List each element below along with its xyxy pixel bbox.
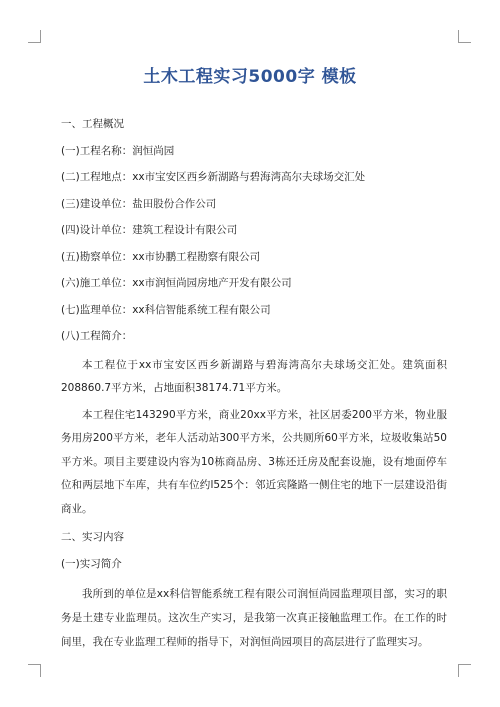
design-unit: (四)设计单位：建筑工程设计有限公司 [61,224,238,236]
project-intro-paragraph: 本工程位于xx市宝安区西乡新湖路与碧海湾高尔夫球场交汇处。建筑面积208860.7平方米，占地面积38174.71平方米。 [61,358,447,394]
construction-unit: (三)建设单位：盐田股份合作公司 [61,197,217,210]
crop-mark-top-right [458,30,471,43]
builder-unit: (六)施工单位：xx市润恒尚园房地产开发有限公司 [61,277,292,289]
project-name: (一)工程名称：润恒尚园 [61,144,175,157]
project-location: (二)工程地点：xx市宝安区西乡新湖路与碧海湾高尔夫球场交汇处 [61,171,366,183]
survey-unit: (五)勘察单位：xx市协鹏工程勘察有限公司 [61,250,261,263]
project-detail-paragraph: 本工程住宅143290平方米，商业20xx平方米，社区居委200平方米，物业服务用房200平方米，老年人活动站300平方米，公共厕所60平方米，垃圾收集站50平方米。项目主要建设内容为10栋商品房、3栋还迁房及配套设施，设有地面停车位和两层地下车库，共有车位约l525个：邻近宾隆路一侧住宅的地下一层建设沿街商业。 [61,408,447,515]
crop-mark-bottom-right [458,664,471,677]
section-heading-internship: 二、实习内容 [61,531,124,543]
internship-intro-heading: (一)实习简介 [61,557,122,570]
crop-mark-top-left [28,30,41,43]
page-title: 土木工程实习5000字 模板 [143,67,357,87]
section-heading-overview: 一、工程概况 [61,118,124,130]
supervision-unit: (七)监理单位：xx科信智能系统工程有限公司 [61,303,271,316]
crop-mark-bottom-left [28,664,41,677]
internship-intro-paragraph: 我所到的单位是xx科信智能系统工程有限公司润恒尚园监理项目部，实习的职务是土建专业监理员。这次生产实习，是我第一次真正接触监理工作。在工作的时间里，我在专业监理工程师的指导下，对润恒尚园项目的高层进行了监理实习。 [61,588,447,648]
project-intro-heading: (八)工程简介： [61,330,133,342]
document-body [61,114,447,654]
